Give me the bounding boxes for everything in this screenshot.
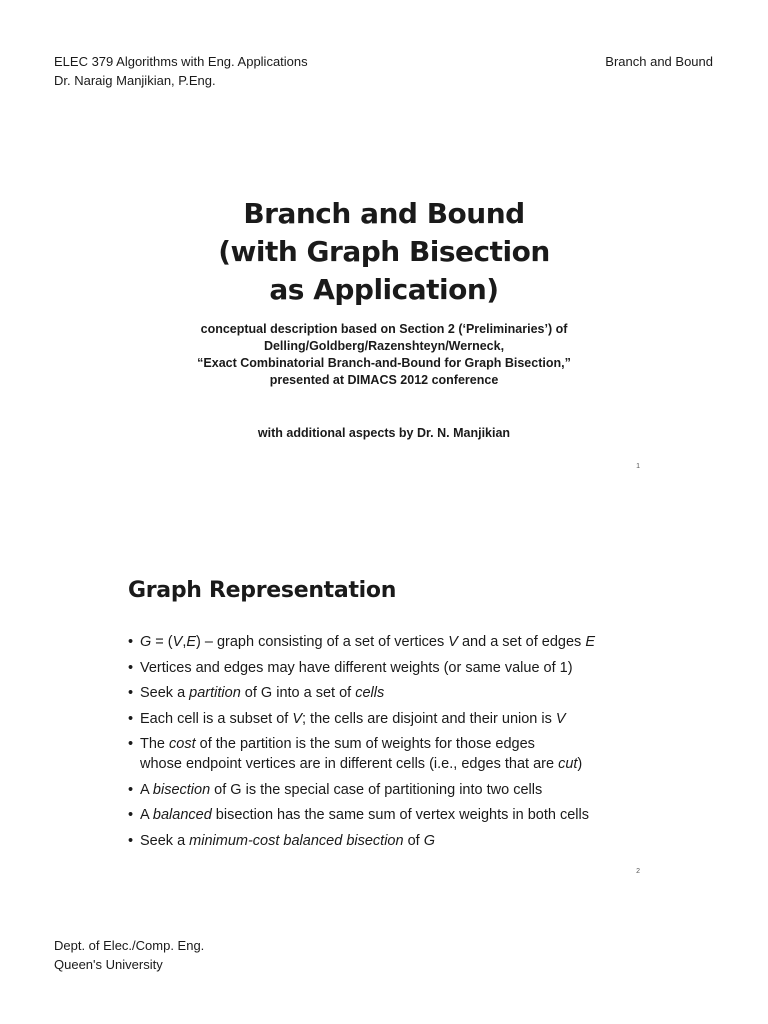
university-name: Queen's University — [54, 957, 163, 972]
bullet-text-italic: V — [172, 634, 183, 650]
bullet-text-italic: balanced — [152, 807, 212, 823]
bullet-text: whose endpoint vertices are in different cells (i.e., edges that are — [140, 756, 559, 772]
bullet-text-italic: G — [140, 634, 152, 650]
bullet-text: A — [140, 807, 153, 823]
bullet-text-italic: V — [292, 710, 302, 727]
bullet-item — [128, 780, 640, 800]
bullet-text: and a set of edges — [457, 634, 586, 650]
department-name: Dept. of Elec./Comp. Eng. — [54, 938, 205, 953]
bullet-text: of G into a set of — [240, 685, 356, 701]
slide-1-credit: with additional aspects by Dr. N. Manjikian — [257, 426, 511, 440]
slide-2-title: Graph Representation — [128, 578, 397, 603]
slide-1-title — [128, 195, 640, 309]
bullet-text-italic: cells — [355, 685, 385, 701]
slide-1-title-line: as Application) — [269, 273, 499, 306]
bullet-text: ) — [577, 756, 583, 772]
bullet-marker: • — [128, 781, 134, 798]
bullet-marker: • — [128, 710, 134, 727]
bullet-text: Vertices and edges may have different weights (or same value of 1) — [140, 659, 573, 676]
bullet-text-italic: E — [585, 634, 595, 650]
bullet-text: Seek a — [140, 832, 190, 849]
slide-1-subtitle — [128, 321, 640, 389]
bullet-text: of — [403, 832, 424, 849]
slide-1-page-number: 1 — [636, 463, 640, 470]
bullet-marker: • — [128, 832, 134, 849]
bullet-text-italic: E — [186, 634, 197, 650]
bullet-item — [128, 683, 640, 703]
bullet-marker: • — [128, 659, 134, 676]
topic-name: Branch and Bound — [605, 54, 713, 69]
slide-1-title-line: (with Graph Bisection — [218, 235, 550, 268]
page-header-left — [54, 52, 308, 90]
slide-2 — [128, 570, 640, 880]
bullet-marker: • — [128, 736, 134, 752]
bullet-marker: • — [128, 685, 134, 701]
slide-1-subtitle-line: conceptual description based on Section 2 (‘Preliminaries’) of — [200, 322, 568, 336]
bullet-text: of G is the special case of partitioning into two cells — [210, 781, 543, 798]
bullet-text-italic: V — [448, 634, 458, 650]
bullet-item — [128, 632, 640, 652]
slide-1-subtitle-line: presented at DIMACS 2012 conference — [269, 373, 499, 387]
slide-1-subtitle-line: “Exact Combinatorial Branch-and-Bound for Graph Bisection,” — [197, 356, 571, 370]
slide-2-page-number: 2 — [636, 868, 640, 875]
bullet-text: The — [140, 736, 170, 752]
bullet-text-italic: V — [555, 710, 566, 727]
bullet-text: = ( — [151, 634, 173, 650]
bullet-text-italic: G — [423, 832, 435, 849]
bullet-text: A — [140, 781, 153, 798]
bullet-text: Each cell is a subset of — [140, 710, 293, 727]
page-footer — [54, 936, 204, 974]
bullet-text-italic: partition — [189, 685, 241, 701]
bullet-item — [128, 709, 640, 729]
page-header-right — [605, 52, 713, 71]
bullet-text: Seek a — [140, 685, 190, 701]
bullet-marker: • — [128, 634, 134, 650]
bullet-item — [128, 734, 640, 774]
slide-1-subtitle-line: Delling/Goldberg/Razenshteyn/Werneck, — [263, 339, 505, 353]
slide-1 — [128, 195, 640, 475]
slide-1-title-line: Branch and Bound — [243, 197, 525, 230]
instructor-name: Dr. Naraig Manjikian, P.Eng. — [54, 73, 216, 88]
bullet-item — [128, 831, 640, 851]
bullet-text-italic: minimum-cost balanced bisection — [189, 832, 404, 849]
bullet-text-italic: cost — [169, 736, 196, 752]
bullet-text-italic: cut — [558, 756, 578, 772]
bullet-list — [128, 632, 640, 851]
bullet-text: bisection has the same sum of vertex weights in both cells — [211, 807, 589, 823]
course-name: ELEC 379 Algorithms with Eng. Applications — [54, 54, 308, 69]
bullet-item — [128, 805, 640, 825]
bullet-text: , — [182, 634, 187, 650]
bullet-text-italic: bisection — [152, 781, 211, 798]
bullet-text: ; the cells are disjoint and their union is — [302, 710, 556, 727]
bullet-marker: • — [128, 807, 134, 823]
bullet-continuation — [140, 754, 640, 774]
bullet-text: of the partition is the sum of weights for those edges — [195, 736, 535, 752]
bullet-item — [128, 658, 640, 678]
bullet-text: ) – graph consisting of a set of vertices — [196, 634, 449, 650]
